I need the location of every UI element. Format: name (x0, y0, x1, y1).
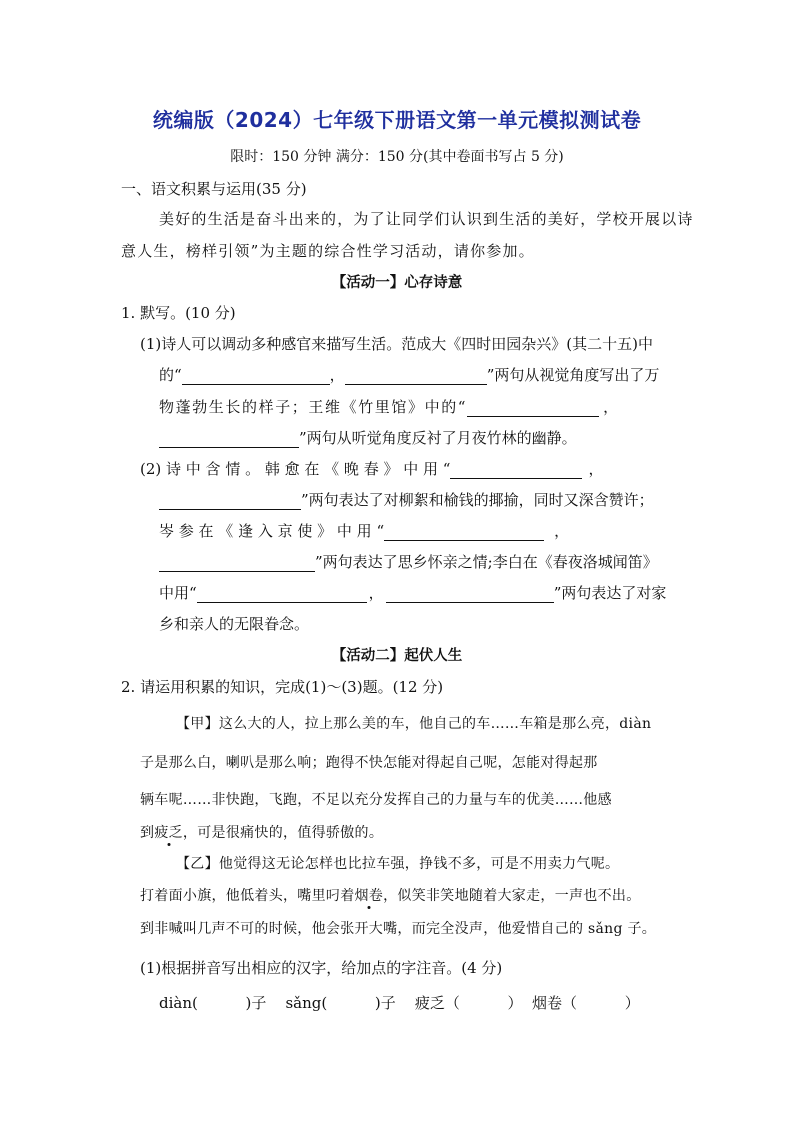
text-fragment: ，似笑非笑地随着大家走，一声也不出。 (383, 888, 641, 904)
answer-blank[interactable] (159, 493, 301, 510)
question-text (159, 551, 658, 572)
question-text: (1)诗人可以调动多种感官来描写生活。范成大《四时田园杂兴》(其二十五)中 (140, 335, 653, 353)
text-fragment: 打着面小旗，他低着头，嘴里叼着 (140, 888, 355, 904)
text-fragment: ”两句表达了对柳絮和榆钱的揶揄，同时又深含赞许； (301, 491, 654, 509)
answer-blank[interactable] (345, 368, 487, 385)
question-text (159, 427, 577, 448)
text-fragment: ”两句从听觉角度反衬了月夜竹林的幽静。 (299, 429, 577, 447)
question-text (159, 364, 659, 385)
answer-blank[interactable] (159, 555, 315, 572)
answer-blank[interactable] (384, 524, 544, 541)
intro-text: 美好的生活是奋斗出来的，为了让同学们认识到生活的美好，学校开展以诗 (159, 210, 694, 228)
text-fragment: 中用“ (159, 584, 197, 602)
text-fragment: 的“ (159, 366, 182, 384)
question-text: (1)根据拼音写出相应的汉字，给加点的字注音。(4 分) (140, 959, 503, 977)
text-fragment: 到 (140, 825, 155, 841)
question-text (140, 458, 603, 479)
question-text (159, 396, 620, 417)
intro-text: 意人生，榜样引领”为主题的综合性学习活动，请你参加。 (121, 242, 535, 260)
passage-line: 【乙】他觉得这无论怎样也比拉车强，挣钱不多，可是不用卖力气呢。 (176, 856, 620, 872)
passage-line: 【甲】这么大的人，拉上那么美的车，他自己的车……车箱是那么亮，diàn (176, 716, 652, 732)
text-fragment: ，可是很痛快的，值得骄傲的。 (182, 825, 384, 841)
activity-heading: 【活动一】心存诗意 (331, 275, 463, 291)
question-text: 乡和亲人的无限眷念。 (159, 615, 310, 633)
text-fragment: ， (603, 398, 620, 416)
page-title: 统编版（2024）七年级下册语文第一单元模拟测试卷 (152, 108, 642, 132)
text-fragment: ， (588, 460, 604, 478)
passage-line (140, 822, 383, 842)
question-text (159, 582, 666, 603)
answer-blank[interactable] (159, 431, 299, 448)
text-fragment: 物蓬勃生长的样子；王维《竹里馆》中的“ (159, 398, 468, 416)
passage-line (140, 885, 641, 905)
passage-line: 子是那么白，喇叭是那么响；跑得不快怎能对得起自己呢，怎能对得起那 (140, 755, 598, 771)
text-fragment: ”两句从视觉角度写出了万 (486, 366, 660, 384)
text-fragment: ， (329, 366, 345, 384)
activity-heading: 【活动二】起伏人生 (331, 648, 463, 664)
answer-blank[interactable] (182, 368, 330, 385)
text-fragment: ， (368, 584, 384, 602)
answer-blank[interactable] (467, 400, 599, 417)
answer-items[interactable]: diàn( )子 sǎng( )子 疲乏（ ） 烟卷（ ） (159, 994, 640, 1012)
answer-blank[interactable] (386, 586, 554, 603)
question-title: 1. 默写。(10 分) (121, 304, 236, 322)
exam-info: 限时：150 分钟 满分：150 分(其中卷面书写占 5 分) (230, 149, 564, 165)
dotted-word: 疲乏 (154, 822, 183, 842)
answer-blank[interactable] (450, 462, 582, 479)
passage-line: 辆车呢……非快跑，飞跑，不足以充分发挥自己的力量与车的优美……他感 (140, 792, 612, 808)
text-fragment: 岑 参 在 《 逢 入 京 使 》 中 用 “ (159, 522, 385, 540)
dotted-word: 烟卷 (355, 885, 384, 905)
text-fragment: ， (554, 522, 570, 540)
question-title: 2. 请运用积累的知识，完成(1)～(3)题。(12 分) (121, 678, 444, 696)
question-text (159, 489, 654, 510)
passage-line: 到非喊叫几声不可的时候，他会张开大嘴，而完全没声，他爱惜自己的 sǎng 子。 (140, 921, 657, 937)
text-fragment: ”两句表达了对家 (553, 584, 667, 602)
text-fragment: (2) 诗 中 含 情 。 韩 愈 在 《 晚 春 》 中 用 “ (140, 460, 451, 478)
text-fragment: ”两句表达了思乡怀亲之情;李白在《春夜洛城闻笛》 (315, 553, 658, 571)
question-text (159, 520, 569, 541)
section-heading: 一、语文积累与运用(35 分) (121, 180, 307, 198)
answer-blank[interactable] (197, 586, 367, 603)
